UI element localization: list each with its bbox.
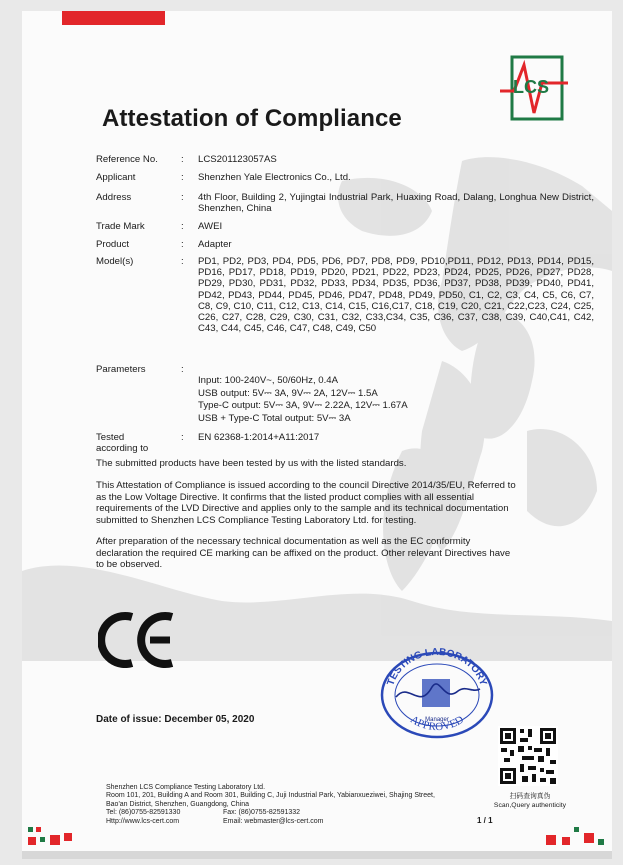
- row-colon: :: [181, 192, 184, 203]
- footer-contact: [106, 784, 435, 826]
- certificate-page: [22, 11, 612, 859]
- address-value: 4th Floor, Building 2, Yujingtai Industrial Park, Huaxing Road, Dalang, Longhua New District, Shenzhen, China: [198, 192, 594, 215]
- product-value: Adapter: [198, 239, 232, 250]
- param-line: Input: 100-240V~, 50/60Hz, 0.4A: [198, 375, 339, 386]
- row-label: Trade Mark: [96, 221, 145, 232]
- row-colon: :: [181, 172, 184, 183]
- decor-dots-right: [542, 823, 608, 849]
- row-colon: :: [181, 256, 184, 267]
- stamp-top-text: TESTING LABORATORY: [385, 646, 489, 688]
- applicant-name: Shenzhen Yale Electronics Co., Ltd.: [198, 172, 351, 183]
- stamp-bottom-text: APPROVED: [408, 713, 466, 734]
- trade-mark-value: AWEI: [198, 221, 223, 232]
- param-line: USB + Type-C Total output: 5V⎓ 3A: [198, 412, 351, 424]
- reference-number: LCS201123057AS: [198, 154, 277, 165]
- paragraph-attestation: This Attestation of Compliance is issued according to the council Directive 2014/35/EU, Referred to as the Low Voltage Directive. It confirms that the listed product complies with all essential requirements of the LVD Directive and applies only to the sample and its technical documentation submitted to Shenzhen LCS Compliance Testing Laboratory Ltd. for testing.: [96, 480, 516, 526]
- testing-laboratory-stamp: [374, 641, 500, 741]
- page-title: Attestation of Compliance: [102, 105, 402, 132]
- footer-website-link[interactable]: Http://www.lcs-cert.com: [106, 817, 180, 825]
- footer-tel: Tel: (86)0755-82591330: [106, 809, 181, 817]
- qr-caption-en: Scan,Query authenticity: [493, 801, 567, 809]
- row-colon: :: [181, 432, 184, 443]
- stamp-signature: Manager: [425, 717, 449, 723]
- row-label: Parameters: [96, 364, 146, 375]
- row-label: Reference No.: [96, 154, 158, 165]
- row-colon: :: [181, 221, 184, 232]
- bottom-border: [22, 851, 612, 859]
- date-of-issue: Date of issue: December 05, 2020: [96, 714, 255, 725]
- param-line: USB output: 5V⎓ 3A, 9V⎓ 2A, 12V⎓ 1.5A: [198, 387, 378, 399]
- row-label: Model(s): [96, 256, 134, 267]
- models-value: PD1, PD2, PD3, PD4, PD5, PD6, PD7, PD8, PD9, PD10,PD11, PD12, PD13, PD14, PD15, PD16, PD17, PD18, PD19, PD20, PD21, PD22, PD23, PD24, PD25, PD26, PD27, PD28, PD29, PD30, PD31, PD32, PD33, PD34, PD35, PD36, PD37, PD38, PD39, PD40, PD41, PD42, PD43, PD44, PD45, PD46, PD47, PD48, PD49, PD50, C1, C2, C3, C4, C5, C6, C7, C8, C9, C10, C11, C12, C13, C14, C15, C16,C17, C18, C19, C20, C21, C22,C23, C24, C25, C26, C27, C28, C29, C30, C31, C32, C33,C34, C35, C36, C37, C38, C39, C40,C41, C42, C43, C44, C45, C46, C47, C48, C49, C50: [198, 256, 594, 335]
- decor-dots-left: [28, 823, 88, 849]
- qr-caption: [480, 793, 580, 810]
- row-label: Tested according to: [96, 432, 149, 455]
- logo-text: LCS: [513, 77, 549, 97]
- qr-code[interactable]: [498, 726, 558, 786]
- footer-fax: Fax: (86)0755-82591332: [223, 809, 301, 817]
- row-colon: :: [181, 239, 184, 250]
- footer-email-link[interactable]: Email: webmaster@lcs-cert.com: [223, 817, 324, 825]
- row-colon: :: [181, 364, 184, 375]
- footer-address-1: Room 101, 201, Building A and Room 301, Building C, Juji Industrial Park, Yabianxueziwei, Shajing Street,: [106, 792, 435, 800]
- footer-address-2: Bao'an District, Shenzhen, Guangdong, China: [106, 800, 249, 808]
- row-label: Applicant: [96, 172, 136, 183]
- param-line: Type-C output: 5V⎓ 3A, 9V⎓ 2.22A, 12V⎓ 1.67A: [198, 400, 408, 411]
- paragraph-tested: The submitted products have been tested by us with the listed standards.: [96, 458, 407, 469]
- parameters-value: [198, 375, 594, 425]
- row-colon: :: [181, 154, 184, 165]
- standard-value: EN 62368-1:2014+A11:2017: [198, 432, 320, 443]
- footer-company: Shenzhen LCS Compliance Testing Laboratory Ltd.: [106, 784, 266, 791]
- qr-caption-cn: 扫码查询真伪: [509, 793, 551, 800]
- row-label: Address: [96, 192, 132, 203]
- paragraph-ce-marking: After preparation of the necessary technical documentation as well as the EC conformity declaration the required CE marking can be affixed on the product. Other relevant Directives have to be observed.: [96, 536, 511, 571]
- ce-mark-icon: [98, 611, 176, 669]
- page-number: 1 / 1: [477, 816, 493, 825]
- row-label: Product: [96, 239, 130, 250]
- lcs-logo: [498, 51, 570, 123]
